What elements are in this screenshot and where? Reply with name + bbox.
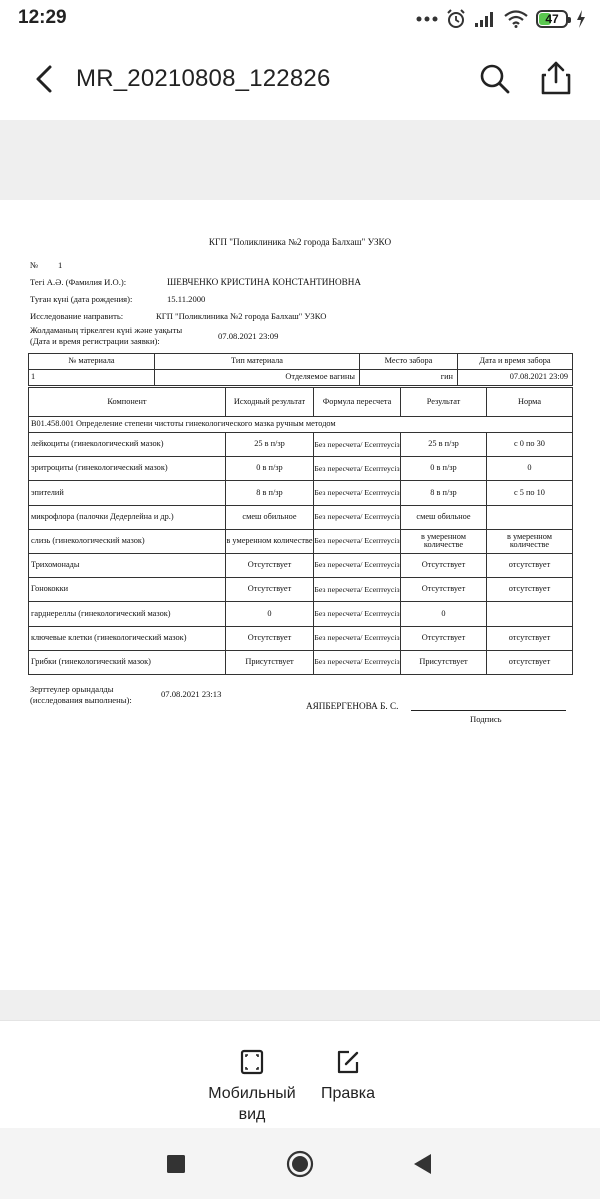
result-value: 0 [401,602,487,626]
pdf-page[interactable] [0,200,600,990]
result-component: слизь (гинекологический мазок) [29,529,226,553]
status-bar [0,0,600,38]
organization-title: КГП "Поликлиника №2 города Балхаш" УЗКО [208,237,392,247]
status-icons [416,8,586,30]
result-formula: Без пересчета/ Есептеусіз [314,529,401,553]
battery-indicator [536,10,568,28]
recent-apps-icon[interactable] [162,1150,190,1178]
bottom-toolbar [0,1020,600,1128]
results-header-cell: Норма [487,388,573,417]
result-norm: с 5 по 10 [487,481,573,505]
home-icon[interactable] [286,1150,314,1178]
mobile-view-icon [240,1049,264,1075]
share-icon[interactable] [539,60,573,96]
number-label: № [30,260,39,270]
material-header-cell: № материала [29,354,155,370]
material-table-row [29,370,573,386]
result-component: лейкоциты (гинекологический мазок) [29,433,226,457]
result-source: Отсутствует [226,578,314,602]
mobile-view-button[interactable] [198,1049,306,1125]
result-component: Трихомонады [29,553,226,577]
app-bar [0,44,600,116]
completed-label-ru: (исследования выполнены): [30,695,132,705]
results-row [29,602,573,626]
material-header-cell: Тип материала [155,354,360,370]
result-component: микрофлора (палочки Дедерлейна и др.) [29,505,226,529]
material-type: Отделяемое вагины [155,370,360,386]
birth-date-value: 15.11.2000 [167,294,206,304]
results-header-cell: Компонент [29,388,226,417]
result-source: Отсутствует [226,553,314,577]
material-datetime: 07.08.2021 23:09 [458,370,573,386]
result-component: Грибки (гинекологический мазок) [29,650,226,674]
result-formula: Без пересчета/ Есептеусіз [314,650,401,674]
edit-icon [336,1049,360,1075]
result-source: смеш обильное [226,505,314,529]
result-norm: отсутствует [487,578,573,602]
registration-label-kz: Жолдаманың тіркелген күні және уақыты [30,325,183,335]
material-site: гин [360,370,458,386]
result-component: Гонококки [29,578,226,602]
system-nav-bar [0,1128,600,1199]
signer-name: АЯПБЕРГЕНОВА Б. С. [306,701,399,711]
results-body [29,433,573,675]
result-value: смеш обильное [401,505,487,529]
number-value: 1 [58,260,63,270]
result-formula: Без пересчета/ Есептеусіз [314,553,401,577]
document-viewer[interactable] [0,120,600,1020]
result-source: Присутствует [226,650,314,674]
signal-icon [474,10,496,28]
signature-label: Подпись [470,714,502,724]
result-norm [487,602,573,626]
patient-name-label: Тегі А.Ә. (Фамилия И.О.): [30,277,127,287]
result-formula: Без пересчета/ Есептеусіз [314,457,401,481]
result-formula: Без пересчета/ Есептеусіз [314,578,401,602]
result-component: эпителий [29,481,226,505]
results-row [29,529,573,553]
result-value: 0 в п/зр [401,457,487,481]
result-norm [487,505,573,529]
result-source: в умеренном количестве [226,529,314,553]
result-norm: с 0 по 30 [487,433,573,457]
edit-button[interactable] [312,1049,384,1104]
referral-label: Исследование направить: [30,311,124,321]
status-time: 12:29 [18,7,67,28]
result-norm: в умеренном количестве [487,529,573,553]
result-formula: Без пересчета/ Есептеусіз [314,602,401,626]
result-formula: Без пересчета/ Есептеусіз [314,481,401,505]
result-norm: отсутствует [487,626,573,650]
results-section-row [29,417,573,433]
mobile-view-label-line2: вид [238,1106,266,1123]
result-source: 0 [226,602,314,626]
result-norm: отсутствует [487,553,573,577]
result-component: ключевые клетки (гинекологический мазок) [29,626,226,650]
material-header-cell: Место забора [360,354,458,370]
results-row [29,457,573,481]
nav-back-icon[interactable] [409,1150,437,1178]
result-source: 8 в п/зр [226,481,314,505]
results-row [29,505,573,529]
alarm-icon [446,9,466,29]
result-value: 25 в п/зр [401,433,487,457]
results-header-cell: Исходный результат [226,388,314,417]
material-header-cell: Дата и время забора [458,354,573,370]
more-dots-icon [416,15,438,23]
completed-value: 07.08.2021 23:13 [161,689,222,699]
result-component: гарднереллы (гинекологический мазок) [29,602,226,626]
material-table [28,353,573,386]
result-source: 0 в п/зр [226,457,314,481]
mobile-view-label-line1: Мобильный [208,1085,296,1102]
edit-label: Правка [320,1085,376,1102]
result-norm: отсутствует [487,650,573,674]
results-row [29,578,573,602]
registration-label-ru: (Дата и время регистрации заявки): [30,336,160,346]
results-section-title: B01.458.001 Определение степени чистоты гинекологического мазка ручным методом [29,417,573,433]
results-header-cell: Результат [401,388,487,417]
results-row [29,433,573,457]
results-table-header [29,388,573,417]
document-title: MR_20210808_122826 [76,65,331,92]
result-value: Присутствует [401,650,487,674]
material-table-header [29,354,573,370]
charging-icon [576,10,586,28]
result-formula: Без пересчета/ Есептеусіз [314,626,401,650]
results-row [29,650,573,674]
result-value: 8 в п/зр [401,481,487,505]
result-norm: 0 [487,457,573,481]
wifi-icon [504,10,528,28]
result-source: Отсутствует [226,626,314,650]
results-table [28,387,573,675]
search-icon[interactable] [478,62,512,96]
result-formula: Без пересчета/ Есептеусіз [314,505,401,529]
registration-value: 07.08.2021 23:09 [218,331,279,341]
result-value: Отсутствует [401,553,487,577]
result-value: Отсутствует [401,578,487,602]
result-source: 25 в п/зр [226,433,314,457]
result-formula: Без пересчета/ Есептеусіз [314,433,401,457]
back-arrow-icon[interactable] [30,63,60,95]
referral-value: КГП "Поликлиника №2 города Балхаш" УЗКО [156,311,327,321]
results-header-cell: Формула пересчета [314,388,401,417]
material-number: 1 [29,370,155,386]
completed-label-kz: Зерттеулер орындалды [30,684,114,694]
result-value: в умеренном количестве [401,529,487,553]
battery-level: 47 [545,12,559,26]
patient-name-value: ШЕВЧЕНКО КРИСТИНА КОНСТАНТИНОВНА [167,277,362,287]
results-row [29,481,573,505]
result-component: эритроциты (гинекологический мазок) [29,457,226,481]
birth-date-label: Туған күні (дата рождения): [30,294,133,304]
result-value: Отсутствует [401,626,487,650]
signature-line [411,710,566,711]
results-row [29,553,573,577]
results-row [29,626,573,650]
